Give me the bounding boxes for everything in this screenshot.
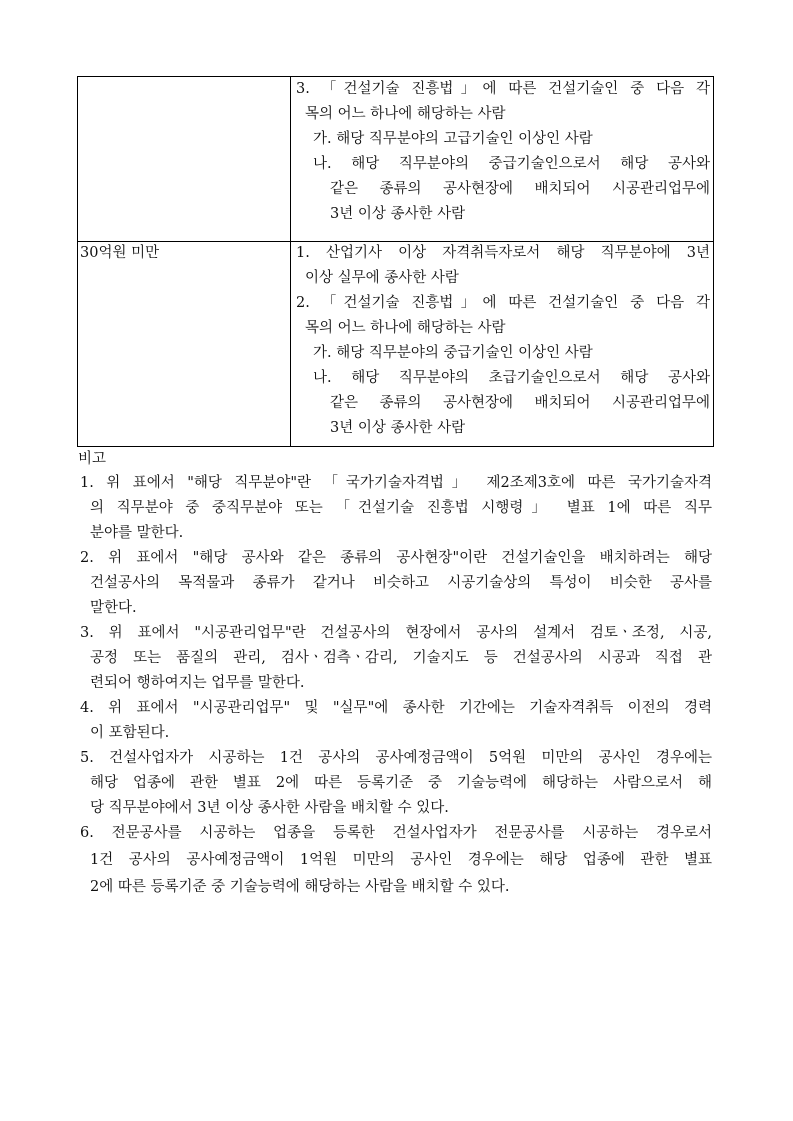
row-label-amount: 30억원 미만 [80,245,160,261]
note-line: 말한다. [90,600,137,616]
table-cell-line: 목의 어느 하나에 해당하는 사람 [305,320,506,336]
note-line: 1건 공사의 공사예정금액이 1억원 미만의 공사인 경우에는 해당 업종에 관한 별표 [90,852,712,868]
table-cell-line: 가. 해당 직무분야의 중급기술인 이상인 사람 [313,345,593,361]
table-cell-line: 목의 어느 하나에 해당하는 사람 [305,106,506,122]
table-cell-line: 3년 이상 종사한 사람 [330,206,466,222]
note-line: 3. 위 표에서 "시공관리업무"란 건설공사의 현장에서 공사의 설계서 검토ㆍ조정, 시공, [80,625,712,641]
note-line: 5. 건설사업자가 시공하는 1건 공사의 공사예정금액이 5억원 미만의 공사인 경우에는 [80,750,712,766]
table-cell-line: 이상 실무에 종사한 사람 [305,270,459,286]
table-cell-line: 1. 산업기사 이상 자격취득자로서 해당 직무분야에 3년 [296,245,710,261]
note-line: 공정 또는 품질의 관리, 검사ㆍ검측ㆍ감리, 기술지도 등 건설공사의 시공과 직접 관 [90,650,712,666]
note-line: 6. 전문공사를 시공하는 업종을 등록한 건설사업자가 전문공사를 시공하는 경우로서 [80,825,712,841]
note-line: 건설공사의 목적물과 종류가 같거나 비슷하고 시공기술상의 특성이 비슷한 공사를 [90,575,712,591]
note-line: 2. 위 표에서 "해당 공사와 같은 종류의 공사현장"이란 건설기술인을 배치하려는 해당 [80,550,712,566]
note-line: 분야를 말한다. [90,525,184,541]
table-cell-line: 2. 「건설기술 진흥법」에 따른 건설기술인 중 다음 각 [296,295,710,311]
table-cell-line: 가. 해당 직무분야의 고급기술인 이상인 사람 [313,131,593,147]
note-line: 1. 위 표에서 "해당 직무분야"란 「국가기술자격법」 제2조제3호에 따른 국가기술자격 [80,475,712,491]
note-line: 해당 업종에 관한 별표 2에 따른 등록기준 중 기술능력에 해당하는 사람으로서 해 [90,775,712,791]
table-row-divider [77,241,714,242]
note-line: 2에 따른 등록기준 중 기술능력에 해당하는 사람을 배치할 수 있다. [90,879,510,895]
note-line: 련되어 행하여지는 업무를 말한다. [90,675,305,691]
table-cell-line: 나. 해당 직무분야의 초급기술인으로서 해당 공사와 [313,370,710,386]
note-line: 4. 위 표에서 "시공관리업무" 및 "실무"에 종사한 기간에는 기술자격취득 이전의 경력 [80,700,712,716]
note-line: 의 직무분야 중 중직무분야 또는 「건설기술 진흥법 시행령」 별표 1에 따른 직무 [90,500,712,516]
table-cell-line: 3. 「건설기술 진흥법」에 따른 건설기술인 중 다음 각 [296,81,710,97]
table-column-divider [290,76,291,447]
table-cell-line: 나. 해당 직무분야의 중급기술인으로서 해당 공사와 [313,156,710,172]
notes-title: 비고 [78,451,107,467]
note-line: 당 직무분야에서 3년 이상 종사한 사람을 배치할 수 있다. [90,800,449,816]
table-cell-line: 같은 종류의 공사현장에 배치되어 시공관리업무에 [330,181,710,197]
note-line: 이 포함된다. [90,725,170,741]
table-cell-line: 같은 종류의 공사현장에 배치되어 시공관리업무에 [330,395,710,411]
table-cell-line: 3년 이상 종사한 사람 [330,420,466,436]
